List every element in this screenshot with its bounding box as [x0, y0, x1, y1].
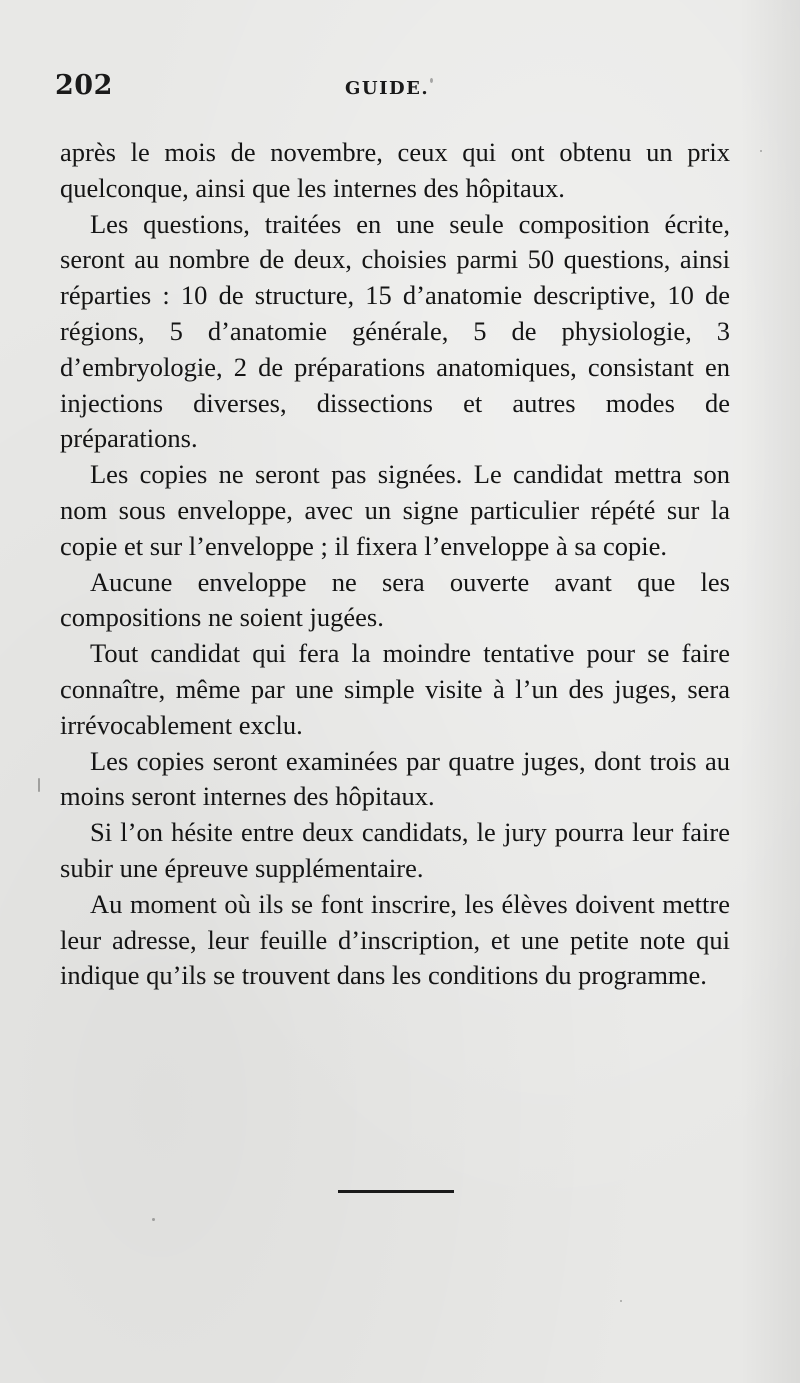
paper-speck — [760, 150, 762, 152]
paper-speck — [38, 778, 40, 792]
end-rule — [338, 1190, 454, 1193]
running-head: GUIDE. — [345, 78, 430, 99]
page-header — [55, 70, 745, 110]
paper-speck — [152, 1218, 155, 1221]
paper-speck — [430, 78, 433, 83]
page-number: 202 — [55, 70, 113, 101]
page-edge-shadow — [740, 0, 800, 1383]
body-text — [60, 135, 730, 994]
paragraph: Aucune enveloppe ne sera ouverte avant que les compositions ne soient jugées. — [60, 566, 730, 633]
paper-speck — [620, 1300, 622, 1302]
paragraph: Si l’on hésite entre deux candidats, le jury pourra leur faire subir une épreuve supplémentaire. — [60, 817, 730, 883]
paragraph: Les questions, traitées en une seule composition écrite, seront au nombre de deux, choisies parmi 50 questions, ainsi réparties : 10 de structure, 15 d’anatomie descriptive, 10 de régions, 5 d’anatomie générale, 5 de physiologie, 3 d’embryologie, 2 de préparations anatomiques, consistant en injections diverses, dissections et autres modes de préparations. — [60, 208, 730, 454]
paragraph: Tout candidat qui fera la moindre tentative pour se faire connaître, même par une simple visite à l’un des juges, sera irrévocablement exclu. — [60, 638, 730, 740]
paragraph: Les copies seront examinées par quatre juges, dont trois au moins seront internes des hôpitaux. — [60, 745, 730, 812]
paragraph: après le mois de novembre, ceux qui ont obtenu un prix quelconque, ainsi que les internes des hôpitaux. — [60, 137, 730, 203]
paragraph: Les copies ne seront pas signées. Le candidat mettra son nom sous enveloppe, avec un signe particulier répété sur la copie et sur l’enveloppe ; il fixera l’enveloppe à sa copie. — [60, 459, 730, 561]
paragraph: Au moment où ils se font inscrire, les élèves doivent mettre leur adresse, leur feuille d’inscription, et une petite note qui indique qu’ils se trouvent dans les conditions du programme. — [60, 888, 730, 991]
